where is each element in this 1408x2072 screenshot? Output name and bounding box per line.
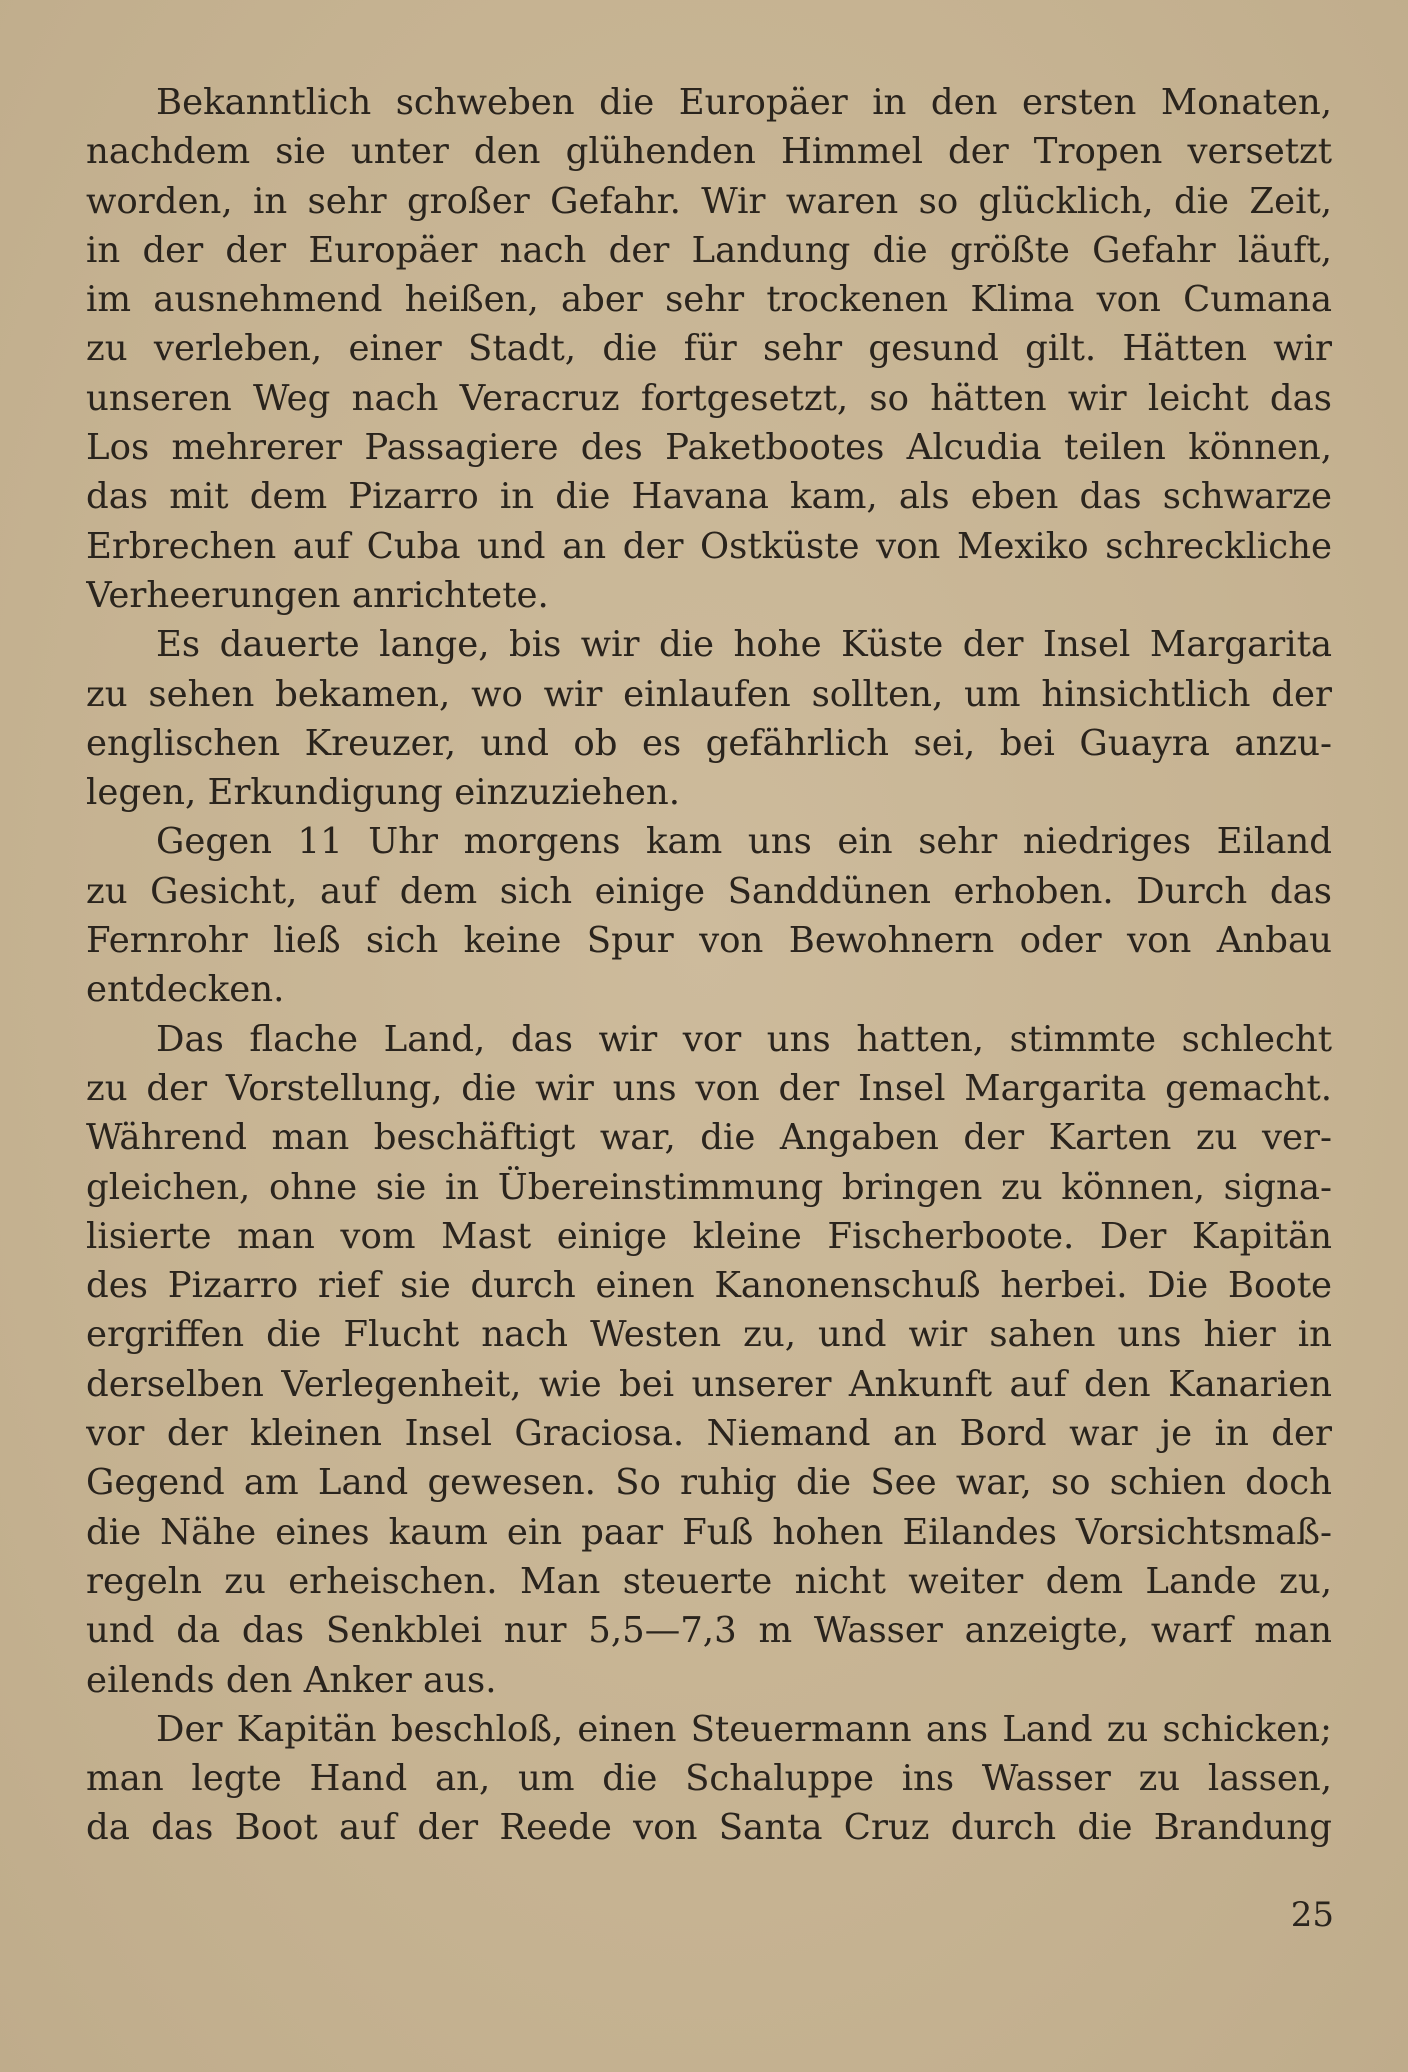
text-line: zu der Vorstellung, die wir uns von der Insel Margarita gemacht.: [86, 1067, 1332, 1109]
text-line: Erbrechen auf Cuba und an der Ostküste von Mexiko schreckliche: [86, 525, 1332, 567]
text-line: vor der kleinen Insel Graciosa. Niemand an Bord war je in der: [86, 1413, 1332, 1455]
text-line: nachdem sie unter den glühenden Himmel der Tropen versetzt: [86, 131, 1332, 173]
paragraph-2: [86, 620, 1332, 817]
page-number: 25: [1290, 1895, 1334, 1935]
text-line: Fernrohr ließ sich keine Spur von Bewohnern oder von Anbau: [86, 920, 1332, 962]
text-line: die Nähe eines kaum ein paar Fuß hohen Eilandes Vorsichtsmaß-: [86, 1511, 1332, 1553]
body-text: [86, 78, 1332, 1853]
text-line: Gegen 11 Uhr morgens kam uns ein sehr niedriges Eiland: [156, 821, 1332, 863]
text-line: da das Boot auf der Reede von Santa Cruz durch die Brandung: [86, 1807, 1332, 1849]
text-line: Verheerungen anrichtete.: [86, 574, 549, 616]
paragraph-3: [86, 817, 1332, 1014]
text-line: das mit dem Pizarro in die Havana kam, als eben das schwarze: [86, 476, 1332, 518]
paragraph-5: [86, 1705, 1332, 1853]
text-line: und da das Senkblei nur 5,5—7,3 m Wasser anzeigte, warf man: [86, 1610, 1332, 1652]
text-line: gleichen, ohne sie in Übereinstimmung bringen zu können, signa-: [86, 1166, 1332, 1208]
text-line: des Pizarro rief sie durch einen Kanonenschuß herbei. Die Boote: [86, 1265, 1332, 1307]
text-line: legen, Erkundigung einzuziehen.: [86, 772, 681, 814]
text-line: lisierte man vom Mast einige kleine Fischerboote. Der Kapitän: [86, 1215, 1332, 1257]
text-line: Der Kapitän beschloß, einen Steuermann ans Land zu schicken;: [156, 1708, 1332, 1750]
text-line: zu sehen bekamen, wo wir einlaufen sollten, um hinsichtlich der: [86, 673, 1332, 715]
text-line: in der der Europäer nach der Landung die größte Gefahr läuft,: [86, 229, 1332, 271]
text-line: entdecken.: [86, 969, 285, 1011]
text-line: Gegend am Land gewesen. So ruhig die See war, so schien doch: [86, 1462, 1332, 1504]
text-line: worden, in sehr großer Gefahr. Wir waren so glücklich, die Zeit,: [86, 180, 1332, 222]
text-line: Es dauerte lange, bis wir die hohe Küste der Insel Margarita: [156, 624, 1332, 666]
text-line: zu verleben, einer Stadt, die für sehr gesund gilt. Hätten wir: [86, 328, 1332, 370]
text-line: Bekanntlich schweben die Europäer in den ersten Monaten,: [156, 82, 1332, 123]
text-line: Das flache Land, das wir vor uns hatten, stimmte schlecht: [156, 1018, 1332, 1060]
text-line: regeln zu erheischen. Man steuerte nicht weiter dem Lande zu,: [86, 1560, 1332, 1602]
text-line: ergriffen die Flucht nach Westen zu, und wir sahen uns hier in: [86, 1314, 1332, 1356]
paragraph-4: [86, 1015, 1332, 1705]
paragraph-1: [86, 78, 1332, 620]
text-line: derselben Verlegenheit, wie bei unserer Ankunft auf den Kanarien: [86, 1363, 1332, 1405]
text-line: man legte Hand an, um die Schaluppe ins Wasser zu lassen,: [86, 1758, 1332, 1800]
text-line: eilends den Anker aus.: [86, 1659, 497, 1701]
text-line: englischen Kreuzer, und ob es gefährlich sei, bei Guayra anzu-: [86, 722, 1332, 764]
text-line: zu Gesicht, auf dem sich einige Sanddünen erhoben. Durch das: [86, 870, 1332, 912]
text-line: im ausnehmend heißen, aber sehr trockenen Klima von Cumana: [86, 279, 1332, 321]
text-line: Los mehrerer Passagiere des Paketbootes Alcudia teilen können,: [86, 427, 1332, 469]
text-line: Während man beschäftigt war, die Angaben der Karten zu ver-: [86, 1117, 1332, 1159]
text-line: unseren Weg nach Veracruz fortgesetzt, so hätten wir leicht das: [86, 377, 1332, 419]
